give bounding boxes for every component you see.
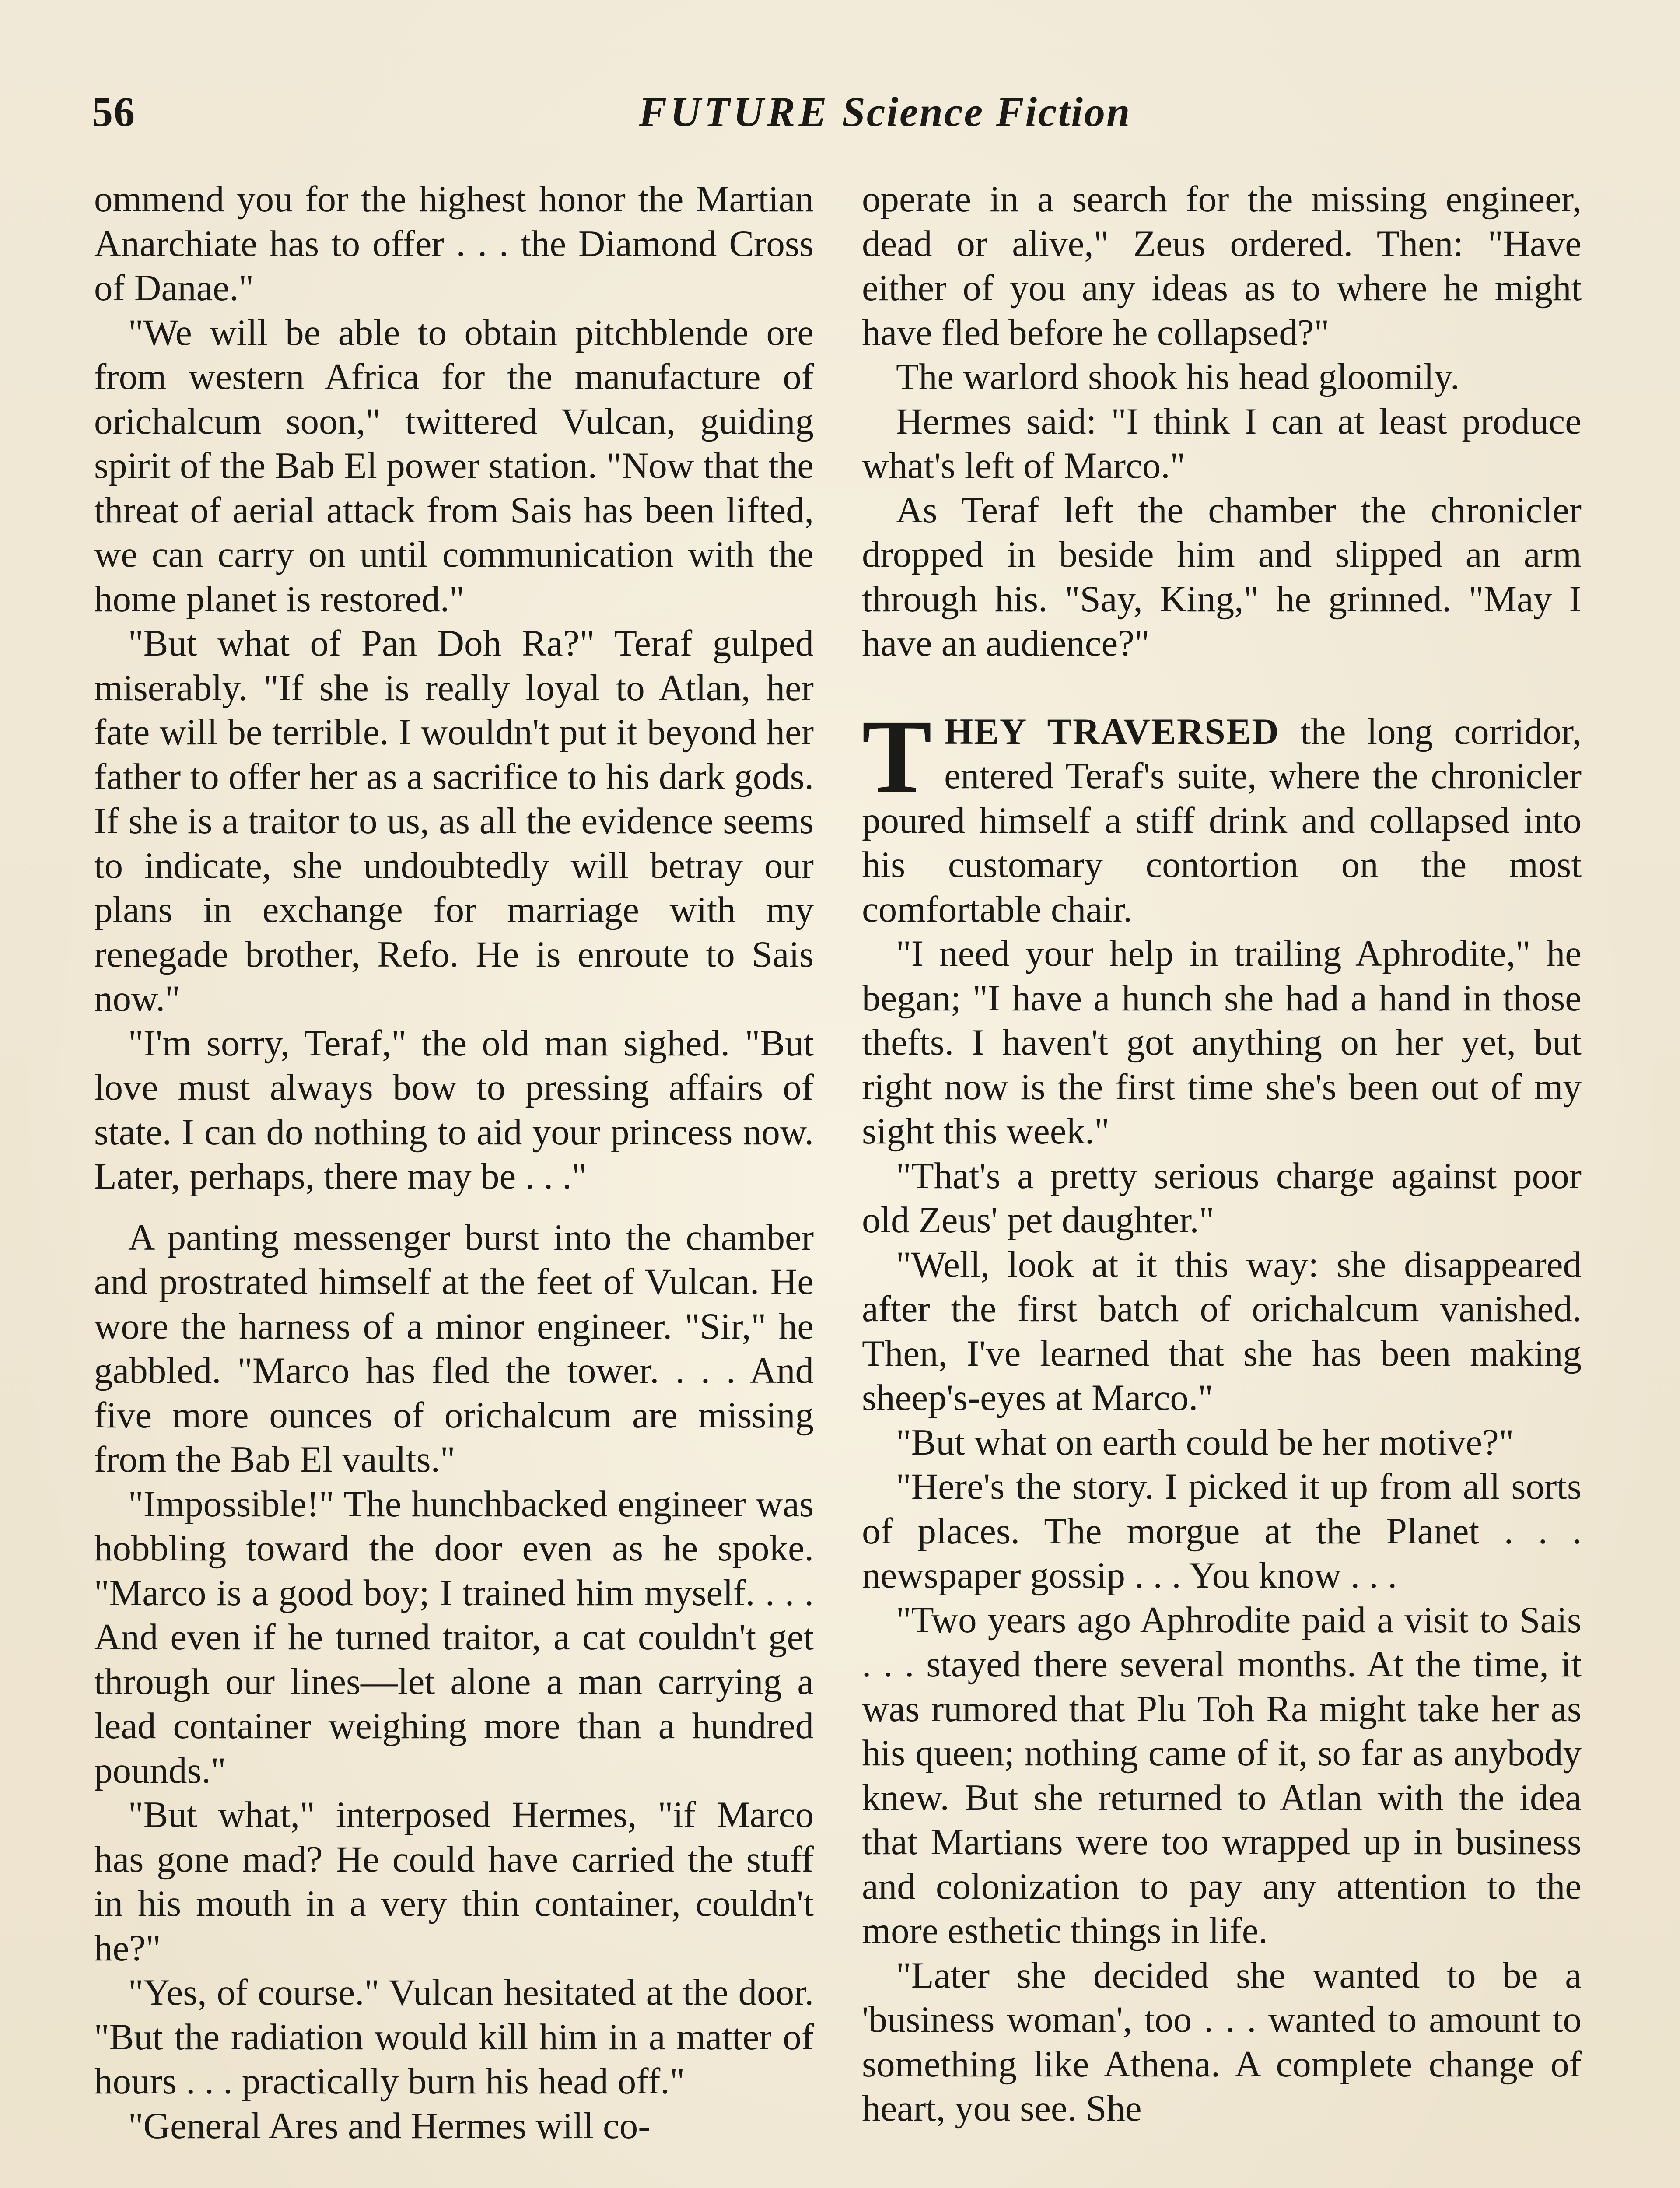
section-lead-in: HEY TRAVERSED [944,711,1280,752]
paragraph: "But what of Pan Doh Ra?" Teraf gulped miserably. "If she is really loyal to Atlan, her fate will be terrible. I wouldn't put it beyond her father to offer her as a sacrifice to his dark gods. If she is a traitor to us, as all the evidence seems to indicate, she undoubtedly will betray our plans in exchange for marriage with my renegade brother, Refo. He is enroute to Sais now." [94,623,814,1019]
paragraph: "Yes, of course." Vulcan hesitated at the door. "But the radiation would kill him in a matter of hours . . . practically burn his head off." [94,1972,814,2102]
paragraph: "Later she decided she wanted to be a 'business woman', too . . . wanted to amount to something like Athena. A complete change of heart, you see. She [862,1954,1582,2129]
section-opening-paragraph [862,698,1582,932]
magazine-subtitle: Science Fiction [842,88,1131,135]
paragraph: "But what," interposed Hermes, "if Marco has gone mad? He could have carried the stuff in his mouth in a very thin container, couldn't he?" [94,1794,814,1969]
paragraph: "Well, look at it this way: she disappeared after the first batch of orichalcum vanished. Then, I've learned that she has been making sheep's-eyes at Marco." [862,1244,1582,1418]
paragraph: "That's a pretty serious charge against poor old Zeus' pet daughter." [862,1155,1582,1241]
paragraph: "I'm sorry, Teraf," the old man sighed. "But love must always bow to pressing affairs of state. I can do nothing to aid your princess now. Later, perhaps, there may be . . ." [94,1022,814,1197]
paragraph: "Here's the story. I picked it up from all sorts of places. The morgue at the Planet . . . newspaper gossip . . . You know . . . [862,1466,1582,1596]
paragraph: Hermes said: "I think I can at least produce what's left of Marco." [862,400,1582,486]
paragraph: "Two years ago Aphrodite paid a visit to Sais . . . stayed there several months. At the time, it was rumored that Plu Toh Ra might take her as his queen; nothing came of it, so far as anybody knew. But she returned to Atlan with the idea that Martians were too wrapped up in business and colonization to pay any attention to the more esthetic things in life. [862,1599,1582,1951]
section-text: the long corridor, entered Teraf's suite, where the chronicler poured himself a stiff drink and collapsed into his customary contortion on the most comfortable chair. [862,711,1582,930]
paragraph: The warlord shook his head gloomily. [896,356,1460,397]
page-number: 56 [92,88,136,135]
paragraph: "General Ares and Hermes will co- [128,2105,651,2146]
paragraph: ommend you for the highest honor the Martian Anarchiate has to offer . . . the Diamond Cross of Danae." [94,179,814,309]
paragraph: A panting messenger burst into the chamber and prostrated himself at the feet of Vulcan. He wore the harness of a minor engineer. "Sir," he gabbled. "Marco has fled the tower. . . . And five more ounces of orichalcum are missing from the Bab El vaults." [94,1217,814,1480]
paragraph: "But what on earth could be her motive?" [896,1421,1514,1463]
running-head [639,88,1131,136]
paragraph: "We will be able to obtain pitchblende ore from western Africa for the manufacture of orichalcum soon," twittered Vulcan, guiding spirit of the Bab El power station. "Now that the threat of aerial attack from Sais has been lifted, we can carry on until communication with the home planet is restored." [94,312,814,620]
drop-cap: T [862,698,932,814]
paragraph: "I need your help in trailing Aphrodite," he began; "I have a hunch she had a hand in those thefts. I haven't got anything on her yet, but right now is the first time she's been out of my sight this week." [862,933,1582,1152]
magazine-name: FUTURE [639,88,830,135]
left-column [94,177,814,2148]
paragraph: As Teraf left the chamber the chronicler dropped in beside him and slipped an arm through his. "Say, King," he grinned. "May I have an audience?" [862,489,1582,664]
paragraph: operate in a search for the missing engineer, dead or alive," Zeus ordered. Then: "Have either of you any ideas as to where he might have fled before he collapsed?" [862,179,1582,353]
right-column [862,177,1582,2131]
paragraph: "Impossible!" The hunchbacked engineer was hobbling toward the door even as he spoke. "Marco is a good boy; I trained him myself. . . . And even if he turned traitor, a cat couldn't get through our lines—let alone a man carrying a lead container weighing more than a hundred pounds." [94,1483,814,1791]
page-header [92,79,1588,144]
